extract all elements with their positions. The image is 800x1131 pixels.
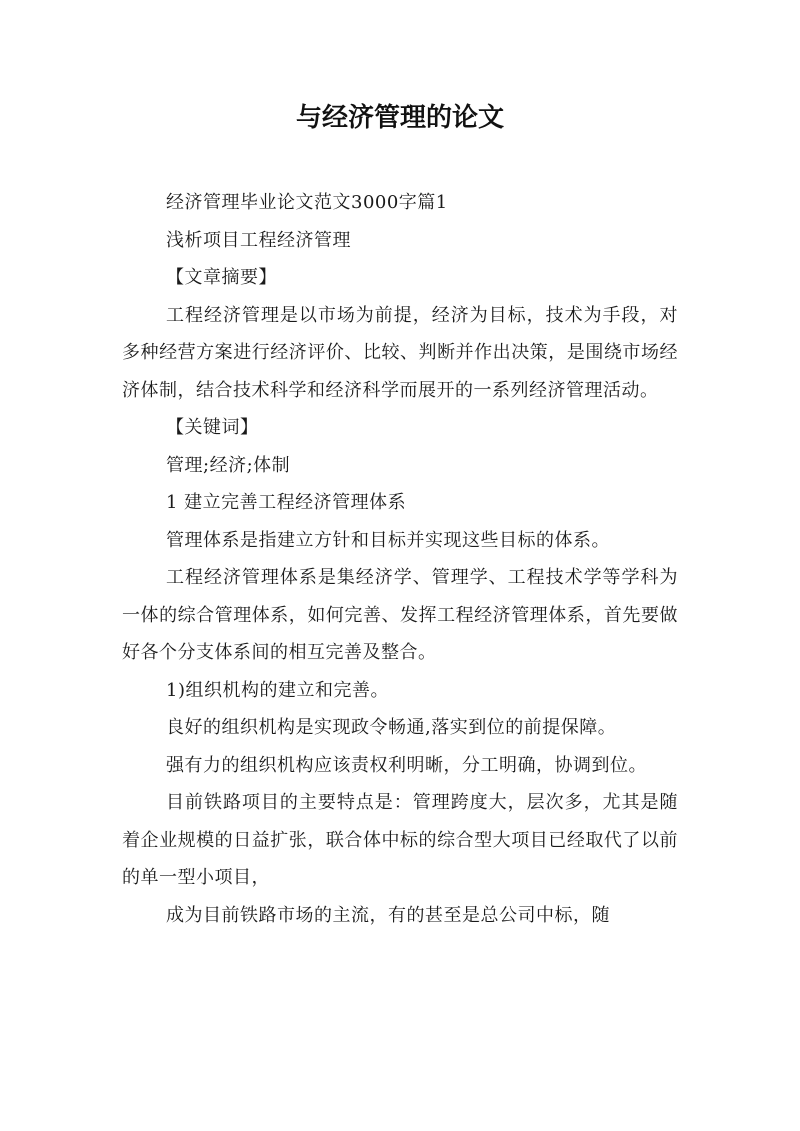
document-body (122, 184, 678, 934)
paragraph-12: 强有力的组织机构应该责权利明晰，分工明确，协调到位。 (166, 754, 647, 776)
paragraph-13: 目前铁路项目的主要特点是：管理跨度大，层次多，尤其是随着企业规模的日益扩张，联合体中标的综合型大项目已经取代了以前的单一型小项目， (122, 792, 678, 888)
paragraph-3: 【文章摘要】 (166, 267, 277, 288)
paragraph-4: 工程经济管理是以市场为前提，经济为目标，技术为手段，对多种经营方案进行经济评价、比较、判断并作出决策，是围绕市场经济体制，结合技术科学和经济科学而展开的一系列经济管理活动。 (122, 304, 678, 401)
document-title: 与经济管理的论文 (295, 103, 504, 133)
paragraph-1: 经济管理毕业论文范文3000字篇1 (166, 192, 448, 213)
paragraph-11: 良好的组织机构是实现政令畅通,落实到位的前提保障。 (166, 717, 617, 738)
paragraph-2: 浅析项目工程经济管理 (166, 229, 351, 251)
paragraph-5: 【关键词】 (166, 417, 259, 438)
paragraph-8: 管理体系是指建立方针和目标并实现这些目标的体系。 (166, 529, 610, 551)
paragraph-6: 管理;经济;体制 (166, 454, 291, 476)
paragraph-9: 工程经济管理体系是集经济学、管理学、工程技术学等学科为一体的综合管理体系，如何完善、发挥工程经济管理体系，首先要做好各个分支体系间的相互完善及整合。 (122, 567, 678, 663)
paragraph-14: 成为目前铁路市场的主流，有的甚至是总公司中标，随 (166, 904, 610, 926)
paragraph-10: 1)组织机构的建立和完善。 (166, 679, 389, 701)
paragraph-7: 1 建立完善工程经济管理体系 (166, 492, 407, 513)
